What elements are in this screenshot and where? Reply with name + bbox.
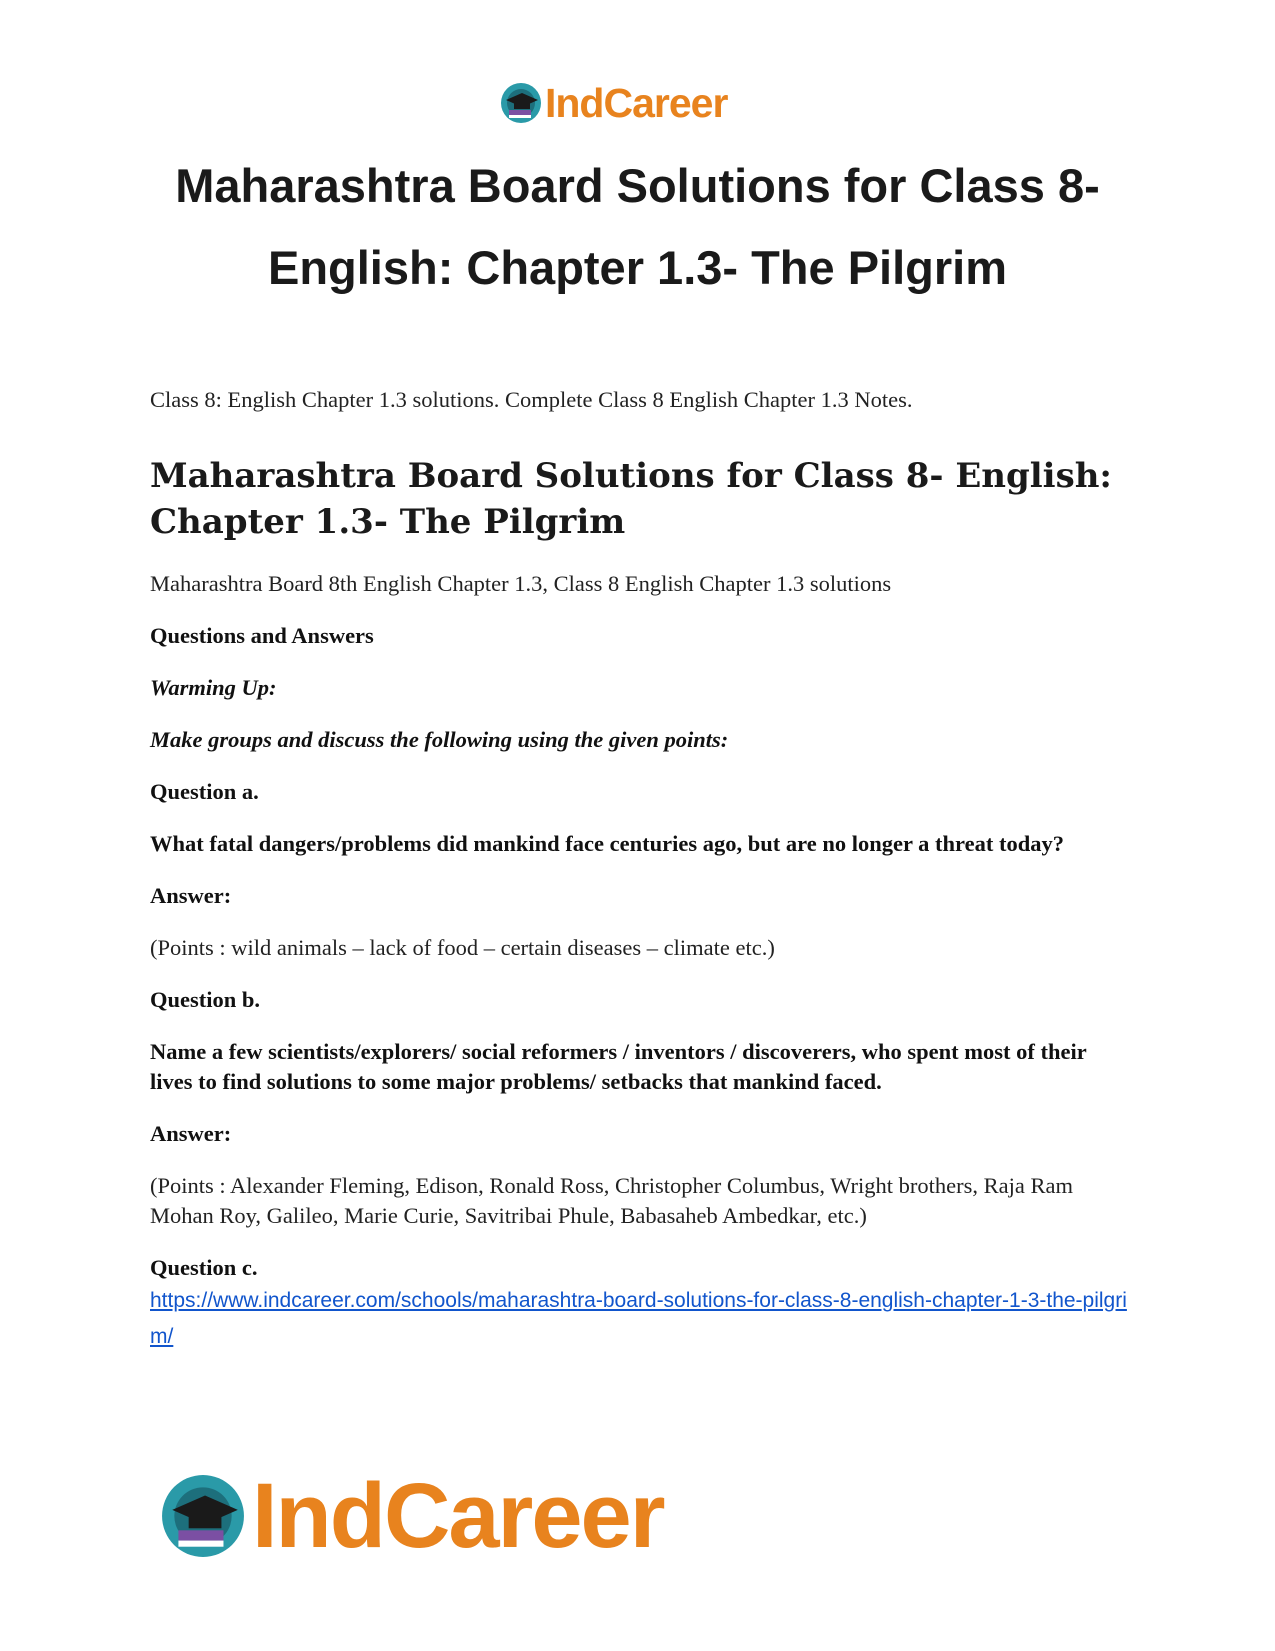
answer-a-text: (Points : wild animals – lack of food – certain diseases – climate etc.) [150, 935, 775, 960]
indcareer-logo-top [500, 80, 727, 126]
source-url-link[interactable]: https://www.indcareer.com/schools/maharashtra-board-solutions-for-class-8-english-chapter-1-3-the-pilgrim/ [150, 1289, 1127, 1348]
question-b-label: Question b. [150, 987, 261, 1012]
logo-wordmark: IndCareer [545, 79, 728, 126]
graduation-cap-book-icon [500, 82, 542, 124]
indcareer-logo-bottom [160, 1464, 664, 1567]
graduation-cap-book-icon [160, 1473, 246, 1559]
article-body [150, 385, 1130, 1355]
question-b-text: Name a few scientists/explorers/ social reformers / inventors / discoverers, who spent most of their lives to find solutions to some major problems/ setbacks that mankind faced. [150, 1039, 1087, 1094]
question-a-text: What fatal dangers/problems did mankind face centuries ago, but are no longer a threat today? [150, 831, 1064, 856]
page-title: Maharashtra Board Solutions for Class 8- English: Chapter 1.3- The Pilgrim [175, 159, 1100, 294]
question-a-label: Question a. [150, 779, 259, 804]
answer-b-label: Answer: [150, 1121, 232, 1146]
logo-wordmark: IndCareer [252, 1464, 664, 1567]
subheading-text: Maharashtra Board 8th English Chapter 1.3, Class 8 English Chapter 1.3 solutions [150, 571, 892, 596]
question-c-label: Question c. [150, 1255, 258, 1280]
qa-title: Questions and Answers [150, 623, 374, 648]
instruction-text: Make groups and discuss the following using the given points: [150, 727, 729, 752]
warming-up-label: Warming Up: [150, 675, 277, 700]
intro-text: Class 8: English Chapter 1.3 solutions. Complete Class 8 English Chapter 1.3 Notes. [150, 387, 913, 412]
answer-a-label: Answer: [150, 883, 232, 908]
answer-b-text: (Points : Alexander Fleming, Edison, Ronald Ross, Christopher Columbus, Wright brothers, Raja Ram Mohan Roy, Galileo, Marie Curie, Savitribai Phule, Babasaheb Ambedkar, etc.) [150, 1173, 1074, 1228]
article-heading: Maharashtra Board Solutions for Class 8- English: Chapter 1.3- The Pilgrim [150, 456, 1112, 542]
